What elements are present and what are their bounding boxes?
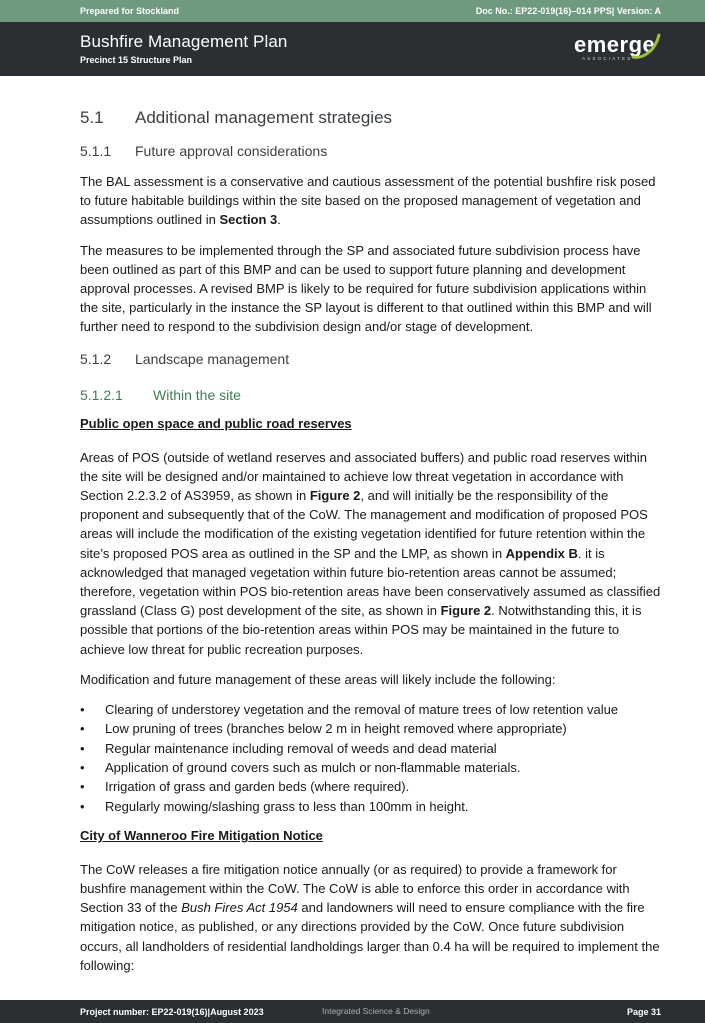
bullet-icon: •: [80, 702, 85, 718]
bullet-icon: •: [80, 721, 85, 737]
document-title: Bushfire Management Plan: [80, 32, 288, 51]
section-heading-5-1-1: [80, 143, 662, 159]
cow-subheading: City of Wanneroo Fire Mitigation Notice: [80, 827, 323, 843]
document-subtitle: Precinct 15 Structure Plan: [80, 55, 193, 65]
section-title: Landscape management: [135, 350, 290, 367]
section-heading-5-1-2-1: [80, 387, 662, 403]
list-item: • Application of ground covers such as mulch or non-flammable materials.: [80, 758, 662, 777]
section-number: 5.1: [80, 108, 104, 127]
prepared-for-label: Prepared for Stockland: [80, 6, 180, 16]
bullet-icon: •: [80, 798, 85, 814]
paragraph-bal-assessment: The BAL assessment is a conservative and cautious assessment of the potential bushfire risk posed to future habitable buildings within the site based on the proposed management of vegetation and assumptions outlined in Section 3.: [80, 174, 656, 228]
footer-tagline: Integrated Science & Design: [322, 1006, 430, 1016]
list-item: • Clearing of understorey vegetation and the removal of mature trees of low retention value: [80, 700, 662, 719]
section-number: 5.1.2.1: [80, 386, 123, 403]
paragraph-modification: Modification and future management of these areas will likely include the following:: [80, 671, 556, 687]
management-bullet-list: [80, 700, 662, 816]
logo-swoosh-icon: [629, 31, 665, 61]
section-title: Within the site: [153, 386, 241, 403]
section-number: 5.1.2: [80, 350, 112, 367]
list-item: • Low pruning of trees (branches below 2 m in height removed where appropriate): [80, 719, 662, 738]
figure-2-reference: Figure 2: [309, 488, 361, 504]
section-3-reference: Section 3: [219, 212, 278, 228]
figure-2-reference: Figure 2: [440, 603, 492, 619]
section-heading-5-1: [80, 108, 662, 128]
appendix-b-reference: Appendix B: [505, 545, 578, 561]
paragraph-measures: The measures to be implemented through the SP and associated future subdivision process have been outlined as part of this BMP and can be used to support future planning and development approval processes. A revised BMP is likely to be required for future subdivision applications within the site, particularly in the instance the SP layout is different to that outlined within this BMP and will further need to respond to the subdivision design and/or stage of development.: [80, 242, 652, 335]
project-number-label: Project number: EP22-019(16)|August 2023: [80, 1007, 264, 1017]
page-content: [80, 108, 662, 986]
bullet-icon: •: [80, 759, 85, 775]
bush-fires-act-reference: Bush Fires Act 1954: [181, 900, 298, 916]
paragraph-cow-notice: The CoW releases a fire mitigation notice annually (or as required) to provide a framework for bushfire management within the CoW. The CoW is able to enforce this order in accordance with Section 33 of the Bush Fires Act 1954 and landowners will need to ensure compliance with the fire mitigation notice, as published, or any directions provided by the CoW. Once future subdivision occurs, all landholders of residential landholdings larger than 0.4 ha will be required to implement the following:: [80, 861, 660, 973]
list-item: • Regularly mowing/slashing grass to less than 100mm in height.: [80, 797, 662, 816]
pos-subheading: Public open space and public road reserves: [80, 415, 352, 431]
page-number-label: Page 31: [626, 1007, 661, 1017]
section-title: Additional management strategies: [135, 108, 393, 127]
document-header: [0, 22, 705, 76]
document-footer: [0, 1000, 705, 1023]
document-number-label: Doc No.: EP22-019(16)–014 PPS| Version: A: [475, 6, 661, 16]
bullet-icon: •: [80, 740, 85, 756]
list-item: • Irrigation of grass and garden beds (where required).: [80, 777, 662, 796]
list-item: • Regular maintenance including removal of weeds and dead material: [80, 739, 662, 758]
section-title: Future approval considerations: [135, 143, 328, 159]
logo-wordmark: emerge: [574, 32, 656, 57]
logo-subtext: ASSOCIATES: [582, 56, 633, 61]
emerge-logo: [574, 32, 666, 66]
top-banner: [0, 0, 705, 22]
paragraph-pos: Areas of POS (outside of wetland reserves and associated buffers) and public road reserves within the site will be designed and/or maintained to achieve low threat vegetation in accordance with Section 2.2.3.2 of AS3959, as shown in Figure 2, and will initially be the responsibility of the proponent and subsequently that of the CoW. The management and modification of proposed POS areas will include the modification of the existing vegetation identified for future retention within the site’s proposed POS area as outlined in the SP and the LMP, as shown in Appendix B. it is acknowledged that managed vegetation within future bio-retention areas cannot be assumed; therefore, vegetation within POS bio-retention areas have been conservatively assumed as classified grassland (Class G) post development of the site, as shown in Figure 2. Notwithstanding this, it is possible that portions of the bio-retention areas within POS may be maintained in the future to achieve low threat for public recreation purposes.: [80, 449, 661, 657]
section-heading-5-1-2: [80, 351, 662, 367]
section-number: 5.1.1: [80, 143, 112, 159]
bullet-icon: •: [80, 779, 85, 795]
